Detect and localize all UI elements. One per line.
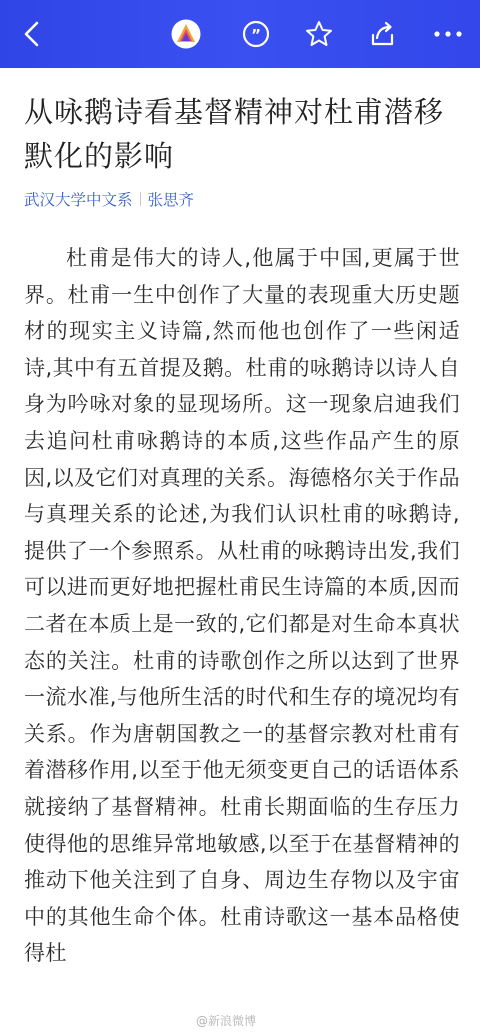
more-button[interactable] xyxy=(428,14,468,54)
quote-button[interactable] xyxy=(236,14,276,54)
quote-icon xyxy=(241,19,271,49)
share-button[interactable] xyxy=(363,14,403,54)
back-button[interactable] xyxy=(12,14,52,54)
top-toolbar xyxy=(0,0,480,68)
favorite-button[interactable] xyxy=(299,14,339,54)
back-arrow-icon xyxy=(20,20,44,48)
byline xyxy=(24,188,194,212)
share-icon xyxy=(368,19,398,49)
star-icon xyxy=(304,19,334,49)
svg-text:”: ” xyxy=(251,26,261,44)
author-name-link[interactable]: 张思齐 xyxy=(147,191,195,209)
article xyxy=(0,68,480,1035)
app-logo-button[interactable] xyxy=(166,14,206,54)
article-body: 杜甫是伟大的诗人,他属于中国,更属于世界。杜甫一生中创作了大量的表现重大历史题材的现实主义诗篇,然而他也创作了一些闲适诗,其中有五首提及鹅。杜甫的咏鹅诗以诗人自身为吟咏对象的显现场所。这一现象启迪我们去追问杜甫咏鹅诗的本质,这些作品产生的原因,以及它们对真理的关系。海德格尔关于作品与真理关系的论述,为我们认识杜甫的咏鹅诗,提供了一个参照系。从杜甫的咏鹅诗出发,我们可以进而更好地把握杜甫民生诗篇的本质,因而二者在本质上是一致的,它们都是对生命本真状态的关注。杜甫的诗歌创作之所以达到了世界一流水准,与他所生活的时代和生存的境况均有关系。作为唐朝国教之一的基督宗教对杜甫有着潜移作用,以至于他无须变更自己的话语体系就接纳了基督精神。杜甫长期面临的生存压力使得他的思维异常地敏感,以至于在基督精神的推动下他关注到了自身、周边生存物以及宇宙中的其他生命个体。杜甫诗歌这一基本品格使得杜 xyxy=(24,246,460,966)
author-institution-link[interactable]: 武汉大学中文系 xyxy=(24,191,133,209)
more-dots-icon xyxy=(433,29,463,39)
app-logo-icon xyxy=(170,18,202,50)
byline-divider xyxy=(140,192,141,206)
watermark: @新浪微博 xyxy=(196,1014,257,1028)
article-title: 从咏鹅诗看基督精神对杜甫潜移默化的影响 xyxy=(24,95,445,173)
